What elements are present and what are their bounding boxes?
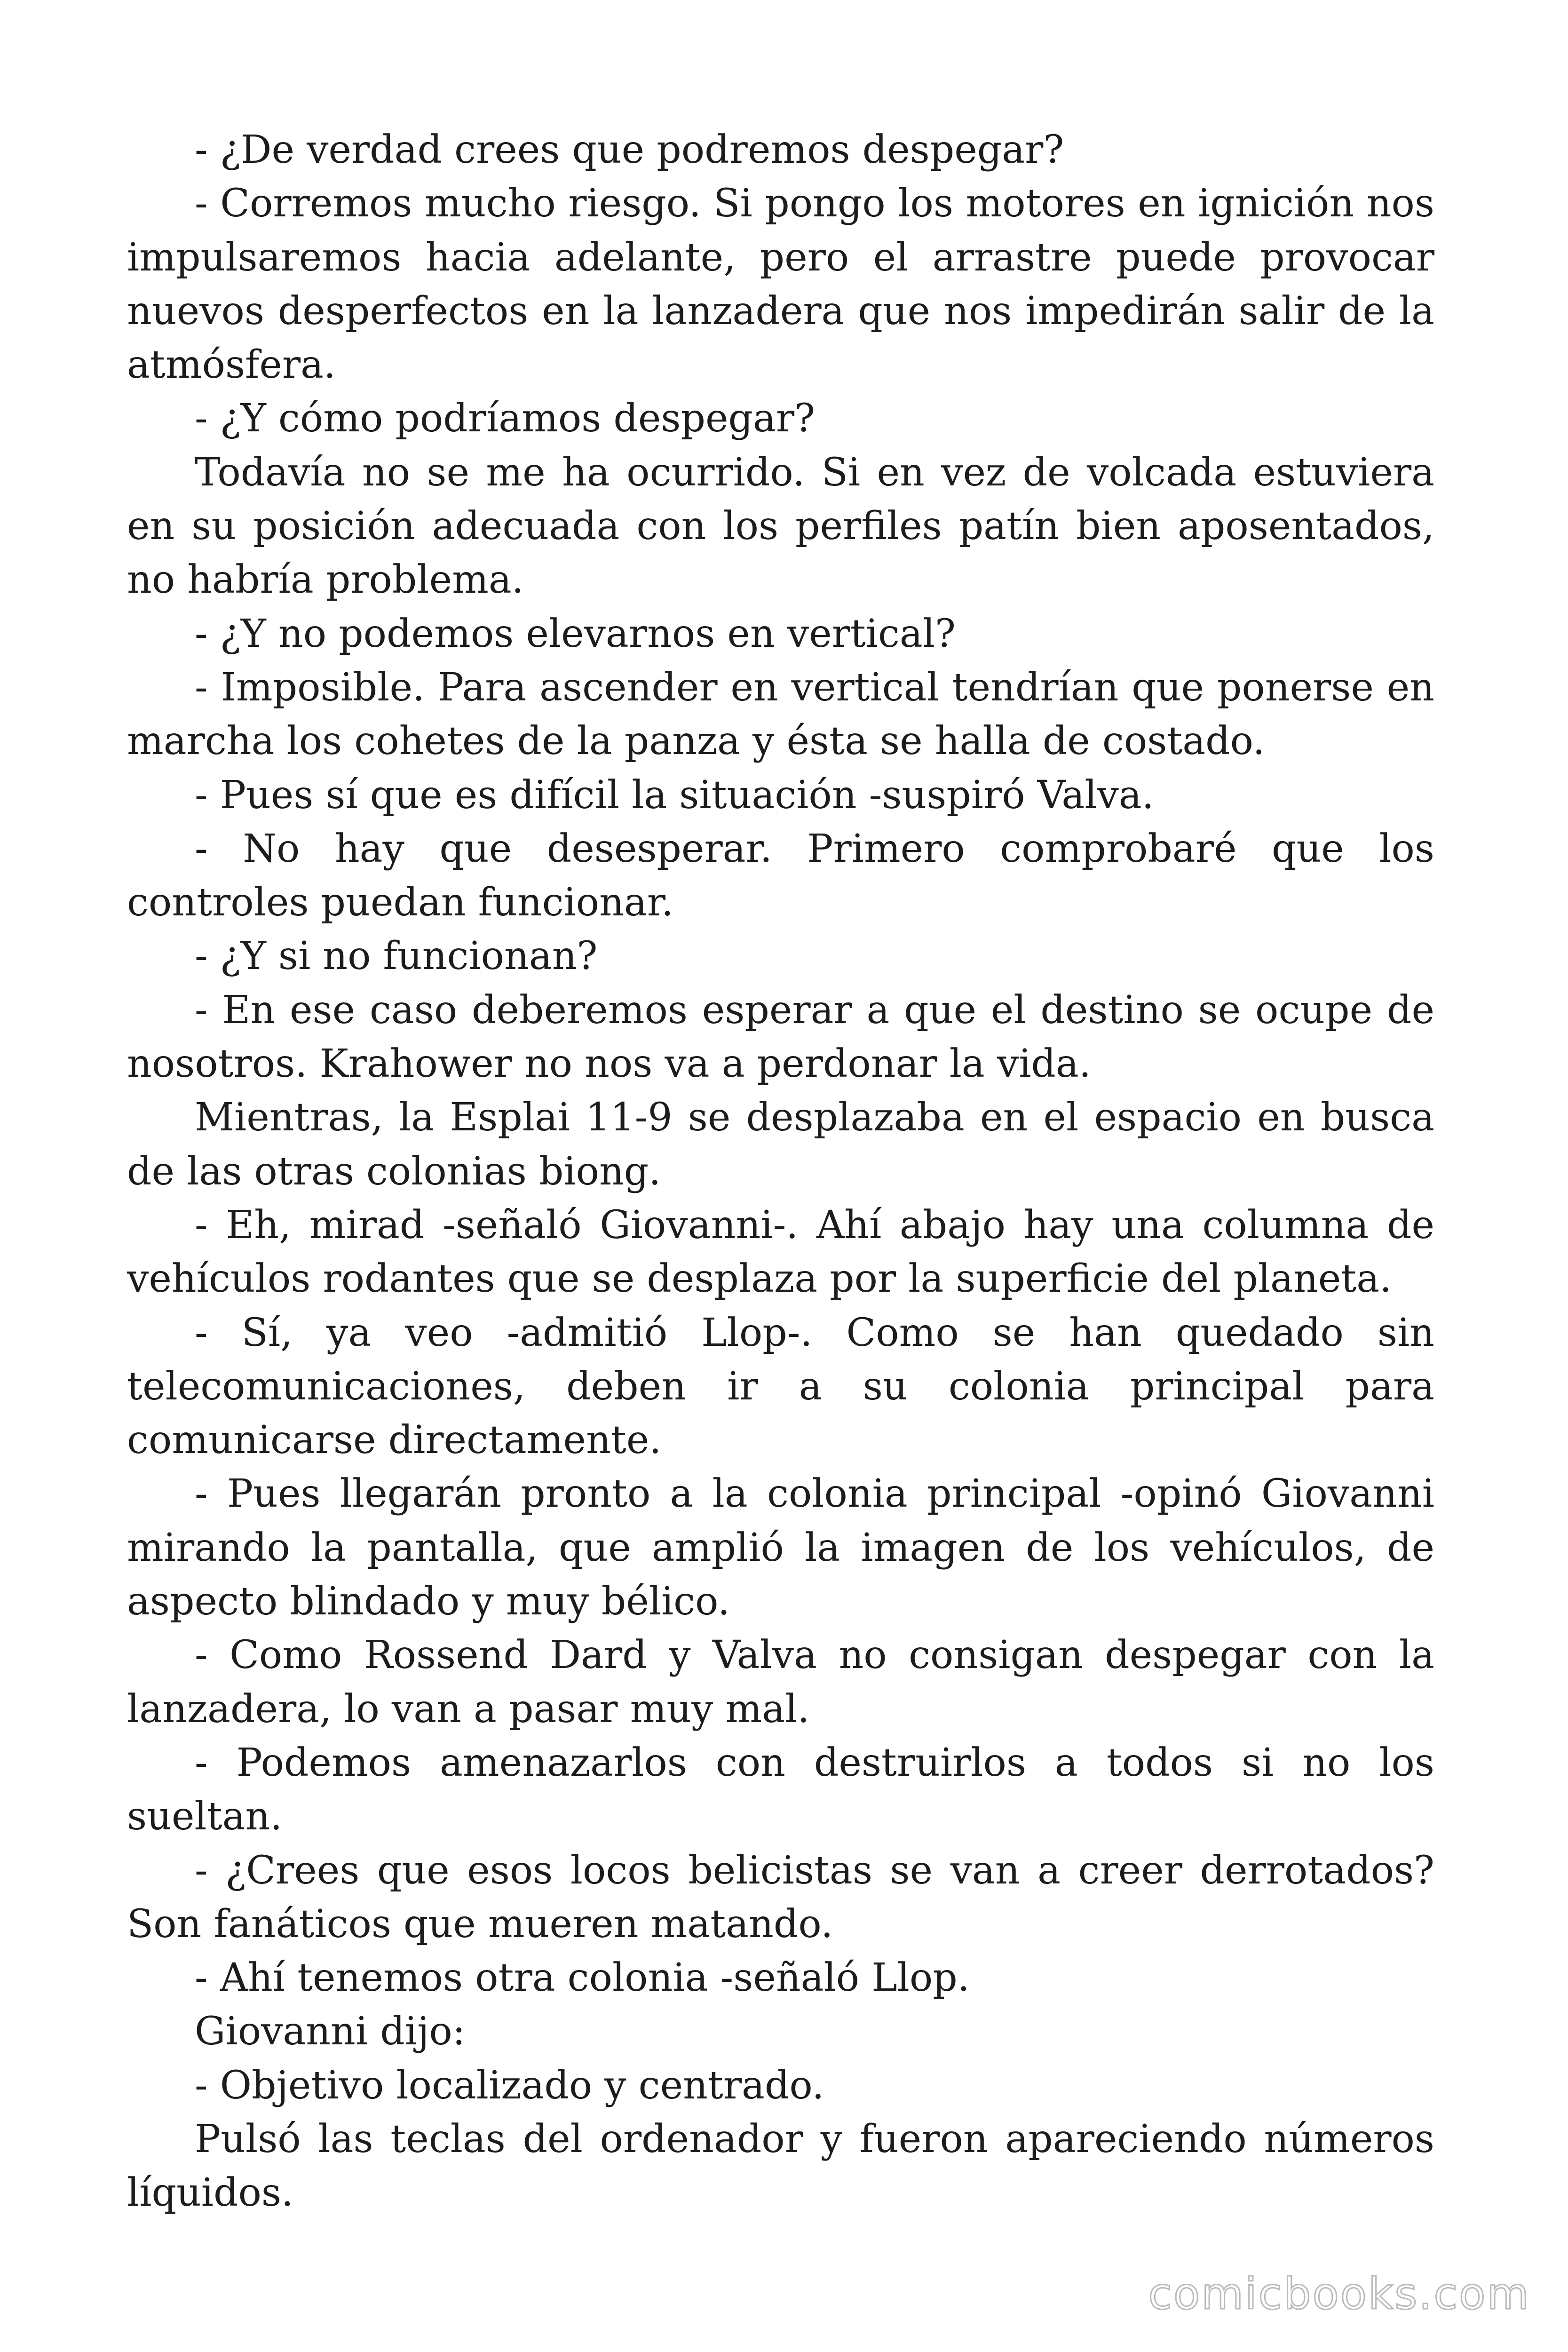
paragraph: - ¿Crees que esos locos belicistas se van a creer derrotados? Son fanáticos que mueren matando. <box>127 1848 1434 1947</box>
book-page-text <box>127 123 1434 2220</box>
paragraph: - ¿Y cómo podríamos despegar? <box>195 396 816 441</box>
paragraph: - Sí, ya veo -admitió Llop-. Como se han quedado sin telecomunicaciones, deben ir a su colonia principal para comunicarse directamente. <box>127 1310 1434 1463</box>
paragraph: - ¿Y no podemos elevarnos en vertical? <box>195 611 956 656</box>
paragraph: - Como Rossend Dard y Valva no consigan despegar con la lanzadera, lo van a pasar muy mal. <box>127 1633 1434 1732</box>
paragraph: - Podemos amenazarlos con destruirlos a todos si no los sueltan. <box>127 1740 1434 1839</box>
paragraph: - Ahí tenemos otra colonia -señaló Llop. <box>195 1955 970 2001</box>
paragraph: - ¿De verdad crees que podremos despegar? <box>195 127 1064 172</box>
paragraph: - Corremos mucho riesgo. Si pongo los motores en ignición nos impulsaremos hacia adelante, pero el arrastre puede provocar nuevos desperfectos en la lanzadera que nos impedirán salir de la atmósfera. <box>127 181 1434 388</box>
paragraph: - Imposible. Para ascender en vertical tendrían que ponerse en marcha los cohetes de la panza y ésta se halla de costado. <box>127 665 1434 764</box>
paragraph: - Objetivo localizado y centrado. <box>195 2063 824 2108</box>
paragraph: - No hay que desesperar. Primero comprobaré que los controles puedan funcionar. <box>127 826 1434 925</box>
paragraph: - Eh, mirad -señaló Giovanni-. Ahí abajo hay una columna de vehículos rodantes que se desplaza por la superficie del planeta. <box>127 1202 1434 1302</box>
paragraph: Mientras, la Esplai 11-9 se desplazaba en el espacio en busca de las otras colonias biong. <box>127 1095 1434 1194</box>
paragraph: - Pues sí que es difícil la situación -suspiró Valva. <box>195 772 1154 818</box>
site-watermark: comicbooks.com <box>1148 2269 1530 2319</box>
paragraph: - En ese caso deberemos esperar a que el destino se ocupe de nosotros. Krahower no nos va a perdonar la vida. <box>127 987 1434 1087</box>
paragraph: - ¿Y si no funcionan? <box>195 934 598 979</box>
paragraph: Pulsó las teclas del ordenador y fueron apareciendo números líquidos. <box>127 2116 1434 2216</box>
paragraph: Giovanni dijo: <box>195 2009 466 2054</box>
paragraph: - Pues llegarán pronto a la colonia principal -opinó Giovanni mirando la pantalla, que amplió la imagen de los vehículos, de aspecto blindado y muy bélico. <box>127 1471 1434 1624</box>
paragraph: Todavía no se me ha ocurrido. Si en vez de volcada estuviera en su posición adecuada con los perfiles patín bien aposentados, no habría problema. <box>127 450 1434 603</box>
